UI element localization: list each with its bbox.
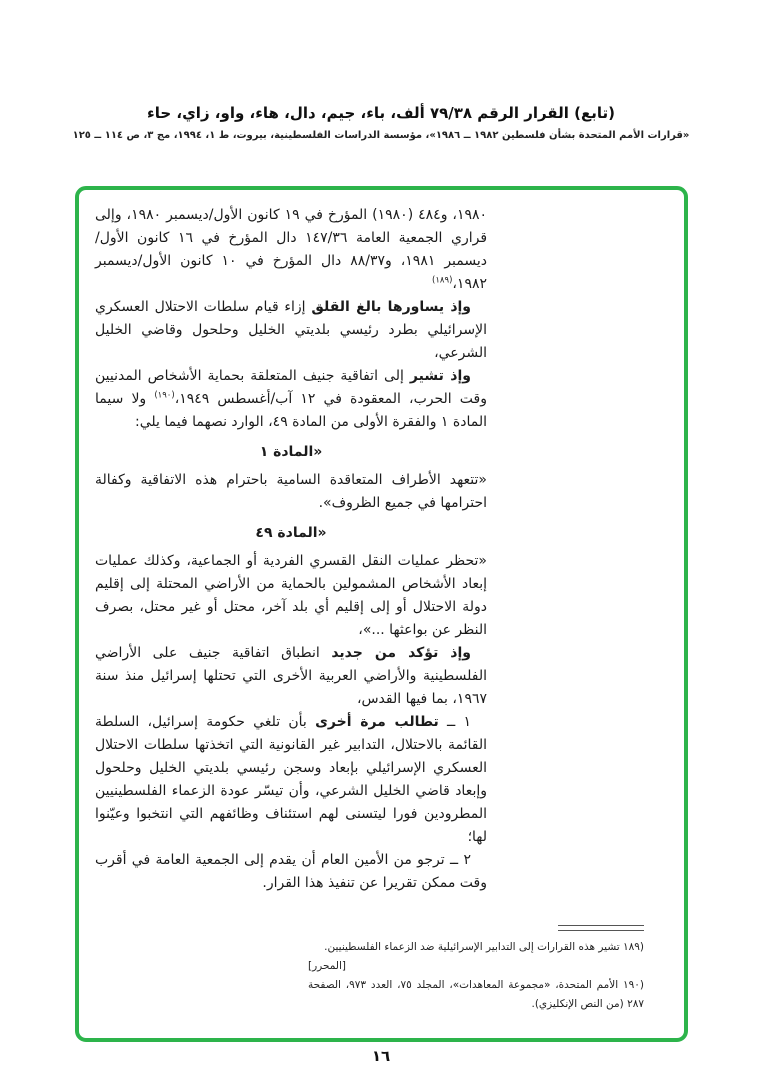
paragraph-concern bbox=[95, 296, 487, 365]
footnote-ref-190: (١٩٠) bbox=[154, 390, 175, 401]
paragraph-reaffirm bbox=[95, 642, 487, 711]
footnote-separator-rule bbox=[558, 930, 644, 931]
paragraph-lead: وإذ تشير bbox=[409, 368, 471, 384]
paragraph-text: إزاء قيام سلطات الاحتلال العسكري الإسرائيلي بطرد رئيسي بلديتي الخليل وحلحول وقاضي الخليل الشرعي، bbox=[95, 299, 487, 361]
footnote-marker: (١٩٠ bbox=[622, 979, 645, 991]
paragraph-text: إلى اتفاقية جنيف المتعلقة بحماية الأشخاص المدنيين وقت الحرب، المعقودة في ١٢ آب/أغسطس ١٩٤٩، bbox=[95, 368, 487, 407]
paragraph-resolutions bbox=[95, 204, 487, 296]
paragraph-lead: وإذ تؤكد من جديد bbox=[331, 645, 471, 661]
paragraph-text: ترجو من الأمين العام أن يقدم إلى الجمعية العامة في أقرب وقت ممكن تقريرا عن تنفيذ هذا القرار. bbox=[95, 852, 487, 891]
operative-number: ١ ــ bbox=[447, 714, 472, 730]
operative-number: ٢ ــ bbox=[449, 852, 471, 868]
operative-paragraph-1 bbox=[95, 711, 487, 849]
footnote-190 bbox=[308, 976, 644, 1014]
resolution-title: (تابع) القرار الرقم ٧٩/٣٨ ألف، باء، جيم، دال، هاء، واو، زاي، حاء bbox=[147, 104, 615, 122]
paragraph-lead: وإذ يساورها بالغ القلق bbox=[311, 299, 472, 315]
document-body bbox=[95, 204, 487, 895]
footnote-text: الأمم المتحدة، «مجموعة المعاهدات»، المجلد ٧٥، العدد ٩٧٣، الصفحة ٢٨٧ (من النص الإنكليزي). bbox=[308, 979, 644, 1010]
footnote-editor-mark: [المحرر] bbox=[308, 960, 347, 972]
footnote-text: تشير هذه القرارات إلى التدابير الإسرائيلية ضد الزعماء الفلسطينيين. bbox=[324, 941, 620, 953]
paragraph-lead: تطالب مرة أخرى bbox=[315, 714, 439, 730]
source-citation: «قرارات الأمم المتحدة بشأن فلسطين ١٩٨٢ ــ ١٩٨٦»، مؤسسة الدراسات الفلسطينية، بيروت، ط ١، ١٩٩٤، مج ٣، ص ١١٤ ــ ١٢٥ bbox=[72, 130, 690, 141]
footnote-separator-rule bbox=[558, 925, 644, 926]
article-1-text: «تتعهد الأطراف المتعاقدة السامية باحترام هذه الاتفاقية وكفالة احترامها في جميع الظروف». bbox=[95, 472, 487, 511]
paragraph-text: ولا سيما المادة ١ والفقرة الأولى من المادة ٤٩، الوارد نصهما فيما يلي: bbox=[95, 391, 487, 430]
paragraph-text: ١٩٨٠، و٤٨٤ (١٩٨٠) المؤرخ في ١٩ كانون الأول/ديسمبر ١٩٨٠، وإلى قراري الجمعية العامة ١٤٧/٣٦ دال المؤرخ في ١٦ كانون الأول/ديسمبر ١٩٨١، و٨٨/٣٧ دال المؤرخ في ١٠ كانون الأول/ديسمبر ١٩٨٢، bbox=[95, 207, 488, 292]
footnotes-section bbox=[308, 925, 644, 1014]
article-1-heading: «المادة ١ bbox=[259, 444, 323, 460]
green-frame bbox=[75, 186, 688, 1042]
paragraph-geneva-reference bbox=[95, 365, 487, 434]
paragraph-text: بأن تلغي حكومة إسرائيل، السلطة القائمة بالاحتلال، التدابير غير القانونية التي اتخذتها سلطات الاحتلال العسكري الإسرائيلي بإبعاد وسجن رئيسي بلديتي الخليل وحلحول وإبعاد قاضي الخليل الشرعي، وأن تيسّر عودة الزعماء الفلسطينيين المطرودين فورا ليتسنى لهم استئناف وظائفهم التي انتخبوا وعيّنوا لها؛ bbox=[95, 714, 487, 845]
article-49-text: «تحظر عمليات النقل القسري الفردية أو الجماعية، وكذلك عمليات إبعاد الأشخاص المشمولين بالحماية من الأراضي المحتلة إلى إقليم دولة الاحتلال أو إلى إقليم أي بلد آخر، محتل أو غير محتل، بصرف النظر عن بواعثها ...»، bbox=[95, 553, 487, 638]
page-header bbox=[0, 104, 762, 141]
footnote-189 bbox=[308, 938, 644, 957]
footnote-marker: (١٨٩ bbox=[622, 941, 644, 953]
page-number: ١٦ bbox=[371, 1047, 391, 1065]
footnote-ref-189: (١٨٩) bbox=[432, 275, 453, 286]
operative-paragraph-2 bbox=[95, 849, 487, 895]
article-49-heading: «المادة ٤٩ bbox=[255, 525, 327, 541]
paragraph-text: انطباق اتفاقية جنيف على الأراضي الفلسطينية والأراضي العربية الأخرى التي تحتلها إسرائيل منذ سنة ١٩٦٧، بما فيها القدس، bbox=[95, 645, 487, 707]
